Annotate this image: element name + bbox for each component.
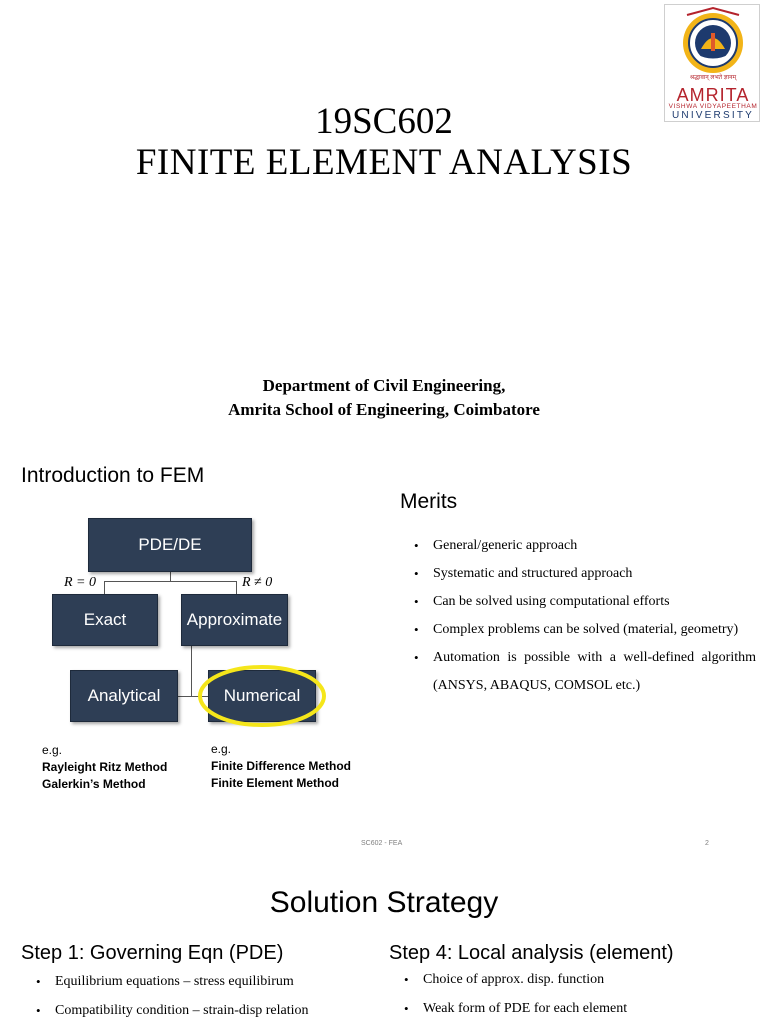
example-item: Rayleight Ritz Method — [42, 760, 168, 774]
example-item: Galerkin’s Method — [42, 777, 146, 791]
numerical-highlight-ellipse — [196, 662, 328, 730]
department-info — [0, 374, 768, 422]
examples-numerical — [211, 741, 351, 792]
course-title: FINITE ELEMENT ANALYSIS — [135, 142, 633, 183]
logo-university-text: UNIVERSITY — [671, 110, 754, 121]
step-1-item: • Compatibility condition – strain-disp relation — [34, 996, 384, 1024]
connector-approx-down — [191, 646, 192, 697]
department-line-1: Department of Civil Engineering, — [262, 376, 506, 395]
step-4-item: • Weak form of PDE for each element — [402, 994, 762, 1023]
course-code: 19SC602 — [315, 101, 453, 142]
numerical-box: Numerical — [208, 670, 316, 722]
merits-title: Merits — [400, 490, 458, 513]
example-item: Finite Difference Method — [211, 759, 352, 773]
title-slide — [0, 0, 768, 440]
step-1-item: • Equilibrium equations – stress equilibirum — [34, 967, 384, 996]
step-4-title: Step 4: Local analysis (element) — [389, 942, 674, 964]
examples-analytical — [42, 742, 167, 793]
slide-page-number: 2 — [705, 840, 709, 847]
examples-numerical-head: e.g. — [211, 742, 232, 756]
logo-vishwa-text: VISHWA VIDYAPEETHAM — [668, 103, 758, 110]
example-item: Finite Element Method — [211, 776, 340, 790]
merit-item: • Systematic and structured approach — [412, 560, 756, 588]
merit-item: • Automation is possible with a well-defined algorithm (ANSYS, ABAQUS, COMSOL etc.) — [412, 644, 756, 700]
examples-analytical-head: e.g. — [42, 743, 63, 757]
merit-item: • General/generic approach — [412, 532, 756, 560]
merits-list — [412, 532, 756, 700]
department-line-2: Amrita School of Engineering, Coimbatore — [228, 400, 540, 419]
connector-approximate — [236, 581, 237, 594]
connector-branch — [104, 581, 237, 582]
connector-exact — [104, 581, 105, 594]
analytical-box: Analytical — [70, 670, 178, 722]
slide-title: Solution Strategy — [269, 886, 499, 919]
intro-fem-slide — [0, 440, 768, 858]
step-1-list — [34, 967, 384, 1024]
logo-motto: श्रद्धावान् लभते ज्ञानम् — [689, 75, 737, 81]
approximate-box: Approximate — [181, 594, 288, 646]
logo-amrita-text: AMRITA — [676, 85, 750, 105]
solution-strategy-slide — [0, 858, 768, 1024]
step-4-item: • Choice of approx. disp. function — [402, 965, 762, 994]
exact-box: Exact — [52, 594, 158, 646]
merit-item: • Complex problems can be solved (material, geometry) — [412, 616, 756, 644]
merit-item: • Can be solved using computational efforts — [412, 588, 756, 616]
slide-title: Introduction to FEM — [21, 464, 205, 487]
step-1-title: Step 1: Governing Eqn (PDE) — [21, 942, 284, 964]
connector-root — [170, 572, 171, 581]
slide-footer-label: SC602 - FEA — [361, 840, 403, 847]
pde-de-box: PDE/DE — [88, 518, 252, 572]
r-equals-zero-label: R = 0 — [64, 575, 96, 590]
step-4-list — [402, 965, 762, 1023]
r-not-zero-label: R ≠ 0 — [242, 575, 273, 590]
